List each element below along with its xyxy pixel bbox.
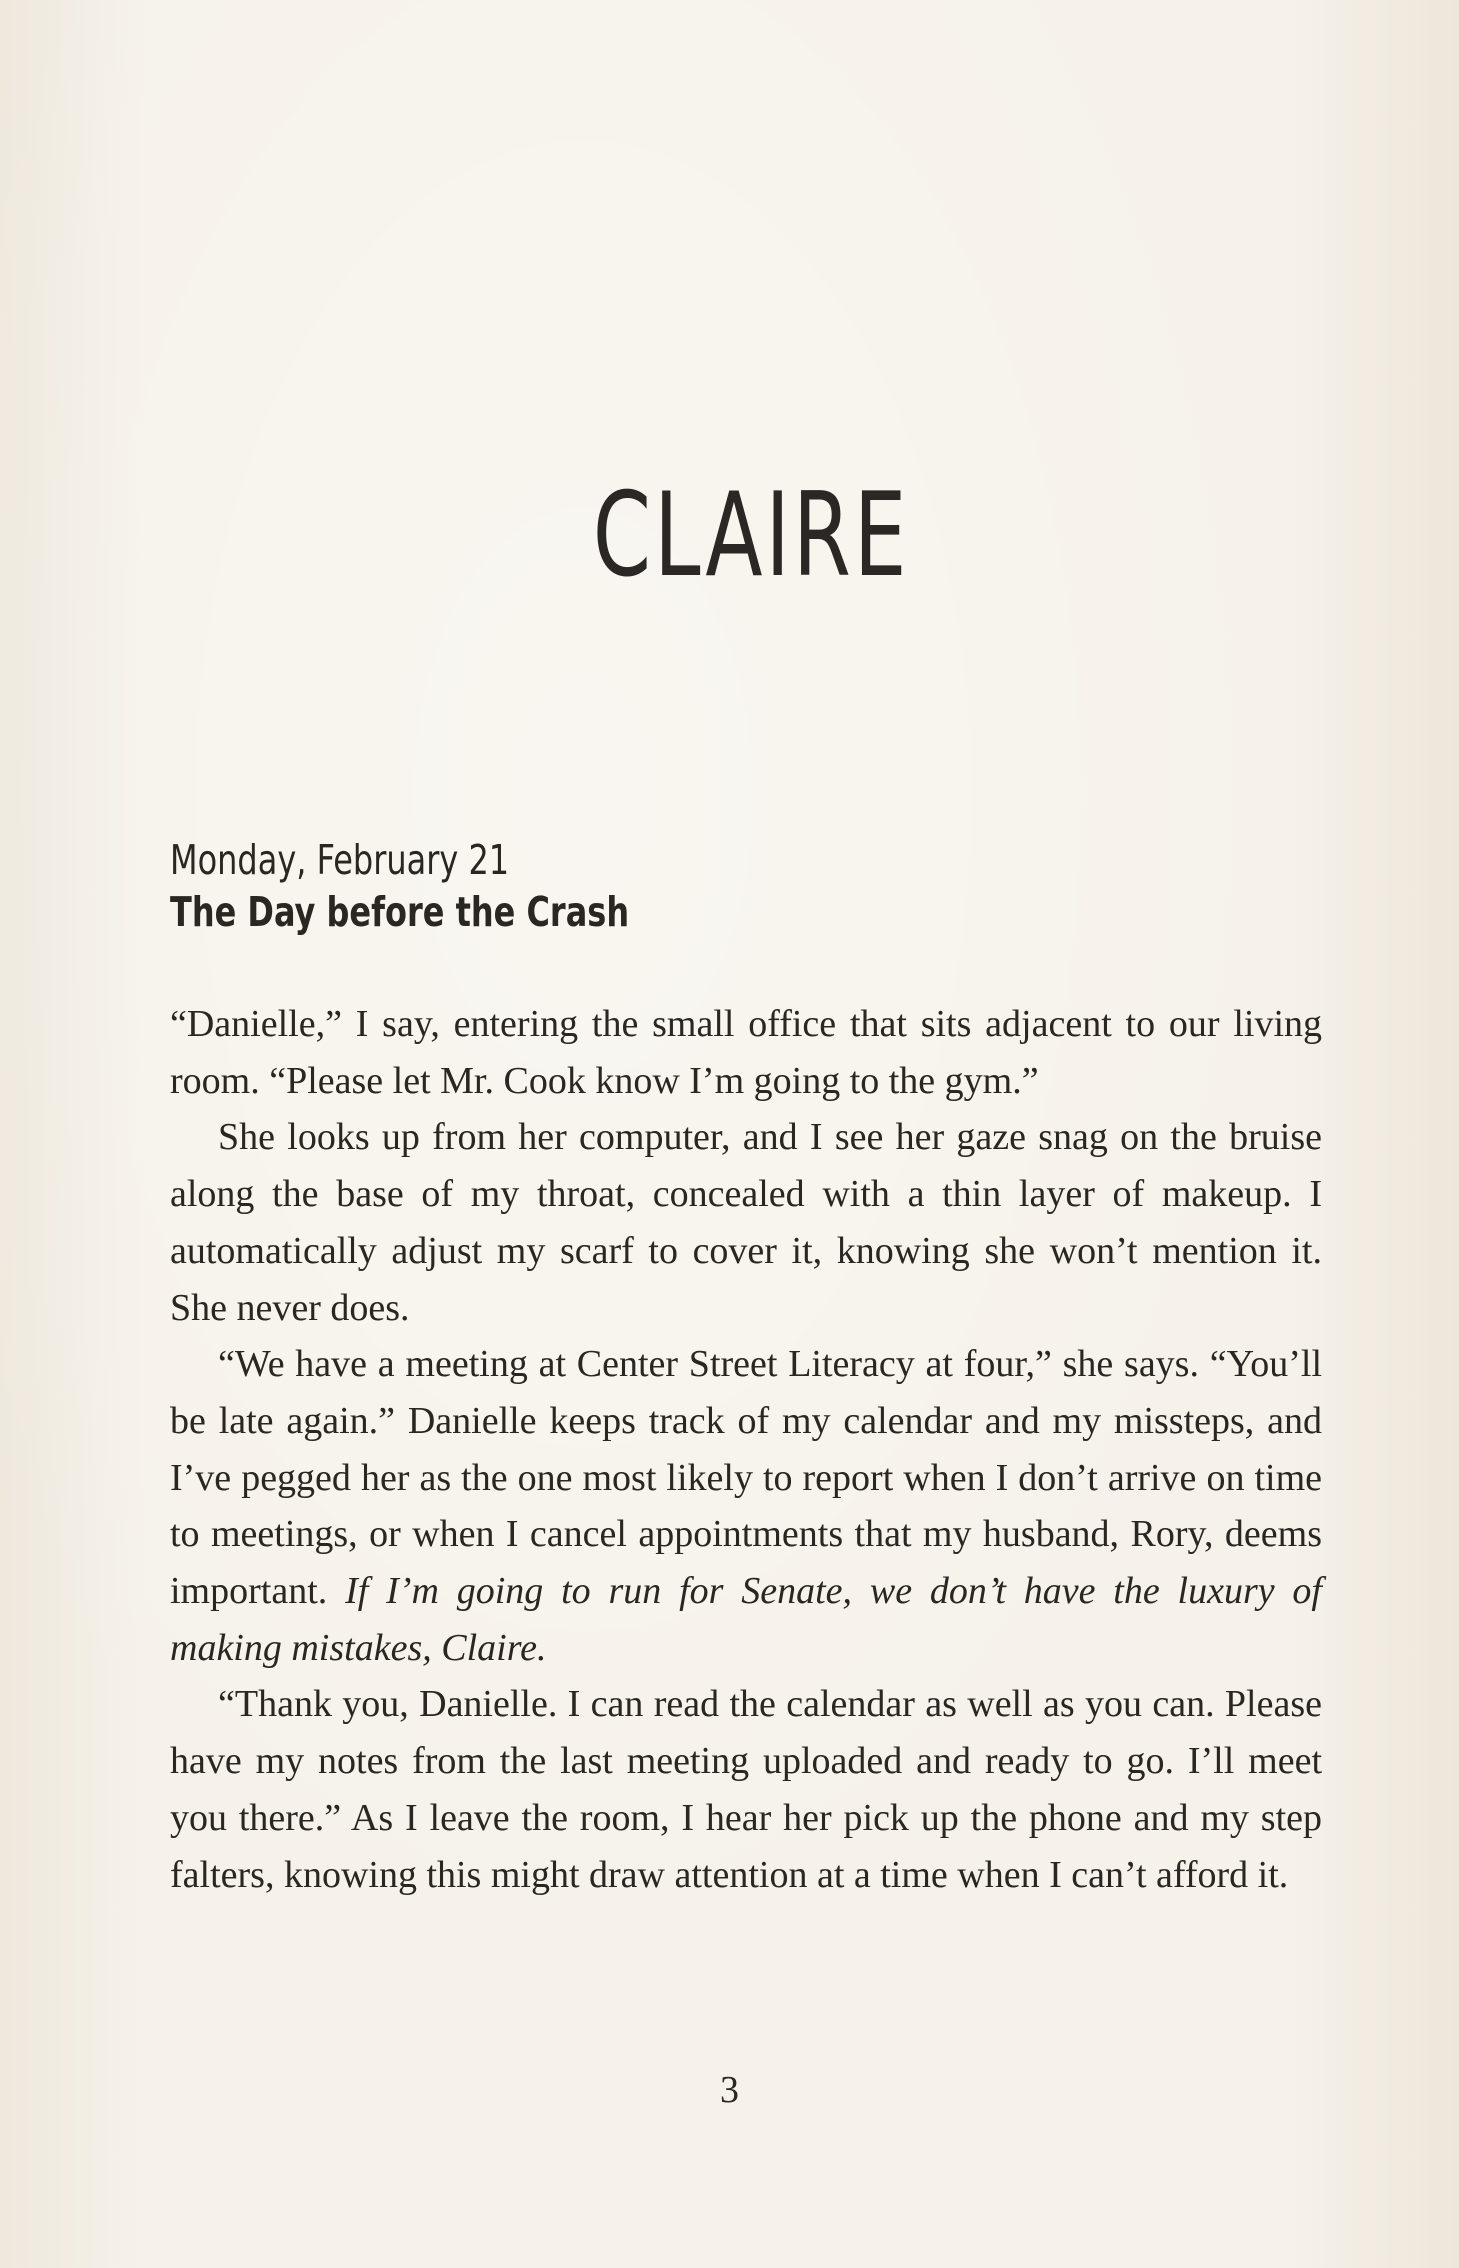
chapter-title: CLAIRE bbox=[592, 468, 910, 603]
page-number: 3 bbox=[720, 2069, 739, 2111]
paragraph-1: “Danielle,” I say, entering the small office that sits adjacent to our living room. “Please let Mr. Cook know I’m going to the gym.” bbox=[170, 1003, 1322, 1102]
paragraph-3 bbox=[170, 1336, 1322, 1676]
paragraph-3-italic: If I’m going to run for Senate, we don’t have the luxury of making mistakes, Claire. bbox=[170, 1570, 1322, 1669]
body-text bbox=[170, 996, 1322, 1903]
paragraph-4: “Thank you, Danielle. I can read the calendar as well as you can. Please have my notes from the last meeting uploaded and ready to go. I’ll meet you there.” As I leave the room, I hear her pick up the phone and my step falters, knowing this might draw attention at a time when I can’t afford it. bbox=[170, 1683, 1322, 1896]
chapter-subtitle: The Day before the Crash bbox=[170, 888, 630, 936]
paragraph-3-text: “We have a meeting at Center Street Literacy at four,” she says. “You’ll be late again.” Danielle keeps track of my calendar and my missteps, and I’ve pegged her as the one most likely to report when I don’t arrive on time to meetings, or when I cancel appointments that my husband, Rory, deems important. bbox=[170, 1343, 1322, 1613]
paragraph-2: She looks up from her computer, and I see her gaze snag on the bruise along the base of my throat, concealed with a thin layer of makeup. I automatically adjust my scarf to cover it, knowing she won’t mention it. She never does. bbox=[170, 1116, 1322, 1329]
chapter-dateline: Monday, February 21 bbox=[170, 836, 510, 884]
